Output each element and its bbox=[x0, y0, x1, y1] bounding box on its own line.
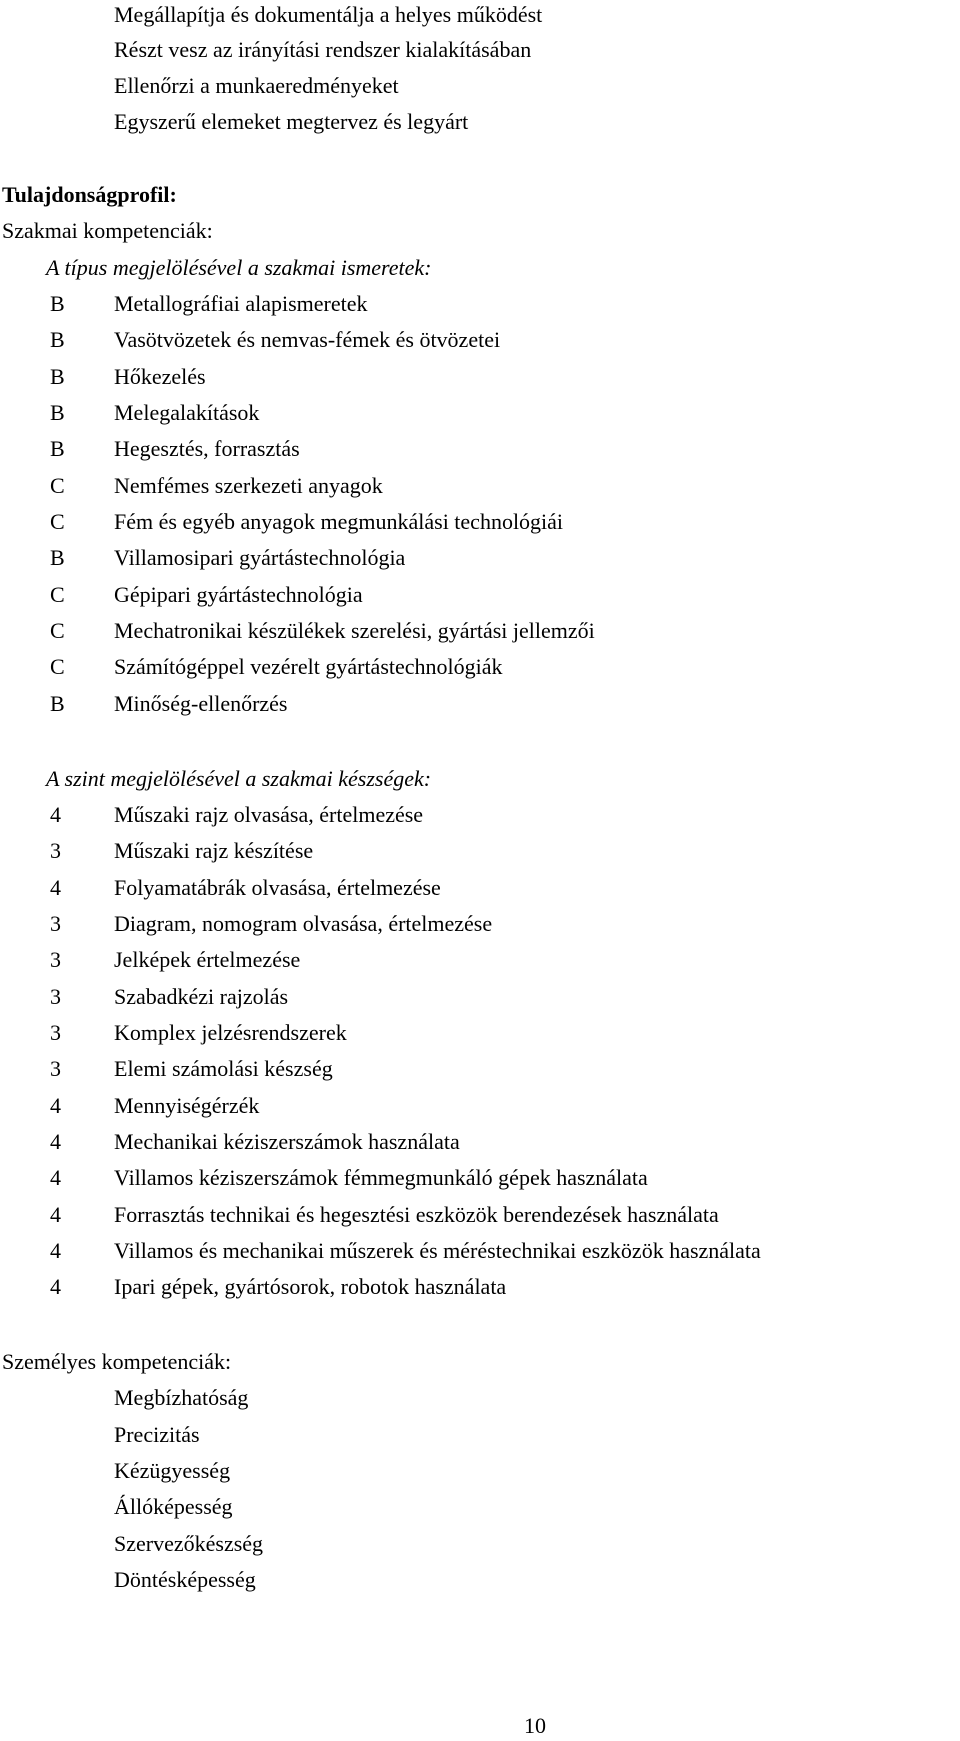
knowledge-item bbox=[50, 468, 383, 504]
knowledge-item-label: Mechatronikai készülékek szerelési, gyártási jellemzői bbox=[114, 618, 595, 643]
skill-item-label: Folyamatábrák olvasása, értelmezése bbox=[114, 875, 441, 900]
knowledge-item bbox=[50, 322, 500, 358]
personal-item: Állóképesség bbox=[114, 1494, 233, 1519]
intro-line: Ellenőrzi a munkaeredményeket bbox=[114, 73, 399, 98]
knowledge-item-label: Villamosipari gyártástechnológia bbox=[114, 545, 406, 570]
skill-item bbox=[50, 1051, 333, 1087]
knowledge-type-code: B bbox=[50, 545, 65, 570]
knowledge-item bbox=[50, 540, 405, 576]
knowledge-type-code: C bbox=[50, 654, 65, 679]
knowledge-item bbox=[50, 504, 563, 540]
knowledge-item-label: Vasötvözetek és nemvas-fémek és ötvözetei bbox=[114, 327, 501, 352]
knowledge-item-label: Hegesztés, forrasztás bbox=[114, 436, 300, 461]
skill-level-code: 4 bbox=[50, 1202, 61, 1227]
skill-level-code: 4 bbox=[50, 1274, 61, 1299]
knowledge-type-code: B bbox=[50, 364, 65, 389]
knowledge-heading: A típus megjelölésével a szakmai ismeretek: bbox=[46, 255, 432, 280]
skill-level-code: 3 bbox=[50, 1020, 61, 1045]
skill-level-code: 4 bbox=[50, 1093, 61, 1118]
skill-item bbox=[50, 942, 300, 978]
knowledge-item bbox=[50, 359, 206, 395]
skill-level-code: 3 bbox=[50, 984, 61, 1009]
knowledge-item-label: Számítógéppel vezérelt gyártástechnológiák bbox=[114, 654, 503, 679]
intro-line: Megállapítja és dokumentálja a helyes működést bbox=[114, 2, 543, 27]
knowledge-item-label: Fém és egyéb anyagok megmunkálási technológiái bbox=[114, 509, 564, 534]
skill-level-code: 4 bbox=[50, 1238, 61, 1263]
knowledge-item-label: Metallográfiai alapismeretek bbox=[114, 291, 368, 316]
knowledge-item bbox=[50, 649, 503, 685]
profile-heading: Tulajdonságprofil: bbox=[2, 182, 177, 207]
intro-line: Egyszerű elemeket megtervez és legyárt bbox=[114, 109, 469, 134]
personal-item: Szervezőkészség bbox=[114, 1531, 264, 1556]
knowledge-item-label: Hőkezelés bbox=[114, 364, 206, 389]
knowledge-type-code: C bbox=[50, 618, 65, 643]
professional-competencies-heading: Szakmai kompetenciák: bbox=[2, 218, 213, 243]
skill-level-code: 3 bbox=[50, 838, 61, 863]
skill-level-code: 4 bbox=[50, 1165, 61, 1190]
skill-item bbox=[50, 833, 313, 869]
knowledge-type-code: B bbox=[50, 400, 65, 425]
skill-item-label: Diagram, nomogram olvasása, értelmezése bbox=[114, 911, 493, 936]
skill-item bbox=[50, 979, 288, 1015]
skill-item-label: Mennyiségérzék bbox=[114, 1093, 260, 1118]
knowledge-type-code: C bbox=[50, 509, 65, 534]
knowledge-type-code: C bbox=[50, 473, 65, 498]
skill-item bbox=[50, 1015, 347, 1051]
knowledge-item bbox=[50, 431, 300, 467]
skill-item-label: Jelképek értelmezése bbox=[114, 947, 301, 972]
skill-level-code: 3 bbox=[50, 1056, 61, 1081]
personal-item: Döntésképesség bbox=[114, 1567, 256, 1592]
knowledge-item bbox=[50, 395, 259, 431]
knowledge-type-code: C bbox=[50, 582, 65, 607]
skill-item-label: Szabadkézi rajzolás bbox=[114, 984, 289, 1009]
skill-level-code: 4 bbox=[50, 1129, 61, 1154]
skill-item-label: Műszaki rajz olvasása, értelmezése bbox=[114, 802, 424, 827]
knowledge-type-code: B bbox=[50, 691, 65, 716]
knowledge-type-code: B bbox=[50, 291, 65, 316]
intro-line: Részt vesz az irányítási rendszer kialakításában bbox=[114, 37, 532, 62]
personal-item: Kézügyesség bbox=[114, 1458, 231, 1483]
knowledge-item-label: Nemfémes szerkezeti anyagok bbox=[114, 473, 383, 498]
knowledge-type-code: B bbox=[50, 436, 65, 461]
personal-competencies-heading: Személyes kompetenciák: bbox=[2, 1349, 232, 1374]
personal-item: Precizitás bbox=[114, 1422, 200, 1447]
skill-item bbox=[50, 1160, 648, 1196]
skill-item-label: Mechanikai kéziszerszámok használata bbox=[114, 1129, 460, 1154]
skill-item bbox=[50, 1088, 259, 1124]
skill-item-label: Elemi számolási készség bbox=[114, 1056, 333, 1081]
skill-level-code: 4 bbox=[50, 802, 61, 827]
skill-item-label: Forrasztás technikai és hegesztési eszközök berendezések használata bbox=[114, 1202, 719, 1227]
skill-item bbox=[50, 1124, 460, 1160]
knowledge-type-code: B bbox=[50, 327, 65, 352]
knowledge-item-label: Melegalakítások bbox=[114, 400, 260, 425]
knowledge-item bbox=[50, 686, 288, 722]
page-number: 10 bbox=[524, 1713, 546, 1738]
knowledge-item-label: Gépipari gyártástechnológia bbox=[114, 582, 363, 607]
skill-item-label: Villamos kéziszerszámok fémmegmunkáló gépek használata bbox=[114, 1165, 648, 1190]
skill-item bbox=[50, 870, 441, 906]
skill-item bbox=[50, 1197, 719, 1233]
skills-heading: A szint megjelölésével a szakmai készségek: bbox=[46, 766, 432, 791]
skill-item-label: Ipari gépek, gyártósorok, robotok használata bbox=[114, 1274, 507, 1299]
skill-level-code: 3 bbox=[50, 947, 61, 972]
knowledge-item bbox=[50, 577, 363, 613]
skill-item-label: Villamos és mechanikai műszerek és méréstechnikai eszközök használata bbox=[114, 1238, 761, 1263]
knowledge-item-label: Minőség-ellenőrzés bbox=[114, 691, 288, 716]
skill-item-label: Komplex jelzésrendszerek bbox=[114, 1020, 347, 1045]
skill-item bbox=[50, 1269, 506, 1305]
personal-item: Megbízhatóság bbox=[114, 1385, 249, 1410]
skill-level-code: 4 bbox=[50, 875, 61, 900]
knowledge-item bbox=[50, 613, 595, 649]
knowledge-item bbox=[50, 286, 368, 322]
skill-level-code: 3 bbox=[50, 911, 61, 936]
skill-item bbox=[50, 797, 423, 833]
skill-item-label: Műszaki rajz készítése bbox=[114, 838, 314, 863]
skill-item bbox=[50, 906, 492, 942]
skill-item bbox=[50, 1233, 761, 1269]
